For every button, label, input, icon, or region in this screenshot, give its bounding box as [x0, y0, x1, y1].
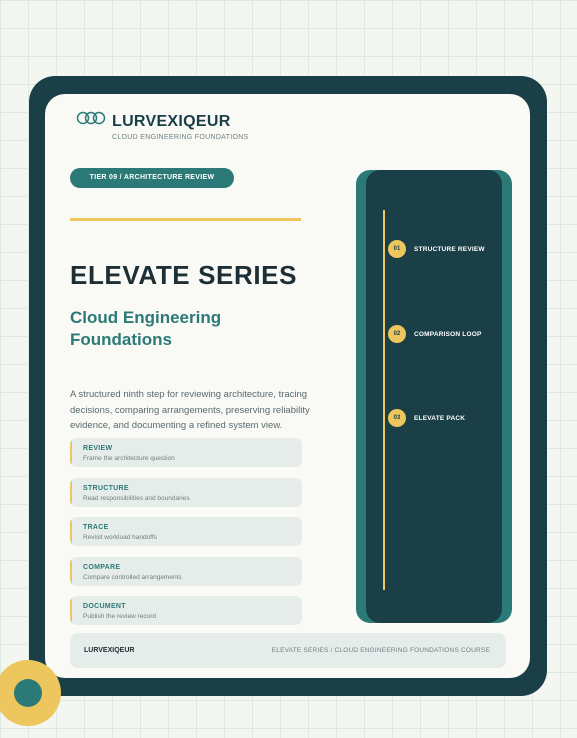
footer-brand: LURVEXIQEUR — [84, 647, 135, 654]
step-description: Frame the architecture question — [83, 455, 175, 462]
tier-badge: TIER 09 / ARCHITECTURE REVIEW — [70, 168, 234, 188]
timeline-panel — [366, 170, 502, 623]
footer-course-text: ELEVATE SERIES / CLOUD ENGINEERING FOUNDATIONS COURSE — [271, 647, 490, 654]
page-description: A structured ninth step for reviewing architecture, tracing decisions, comparing arrangements, preserving reliability evidence, and documenting a refined system view. — [70, 389, 310, 431]
timeline-node-02: 02 — [388, 325, 406, 343]
step-card-review — [70, 438, 302, 467]
step-card-trace — [70, 517, 302, 546]
timeline-label-elevate-pack: ELEVATE PACK — [414, 415, 466, 422]
gold-divider — [70, 218, 301, 221]
timeline-node-03: 03 — [388, 409, 406, 427]
step-title: STRUCTURE — [83, 485, 129, 492]
step-title: DOCUMENT — [83, 603, 126, 610]
step-card-compare — [70, 557, 302, 586]
brand-name: LURVEXIQEUR — [112, 113, 231, 130]
step-accent-bar — [70, 517, 72, 546]
page-title: ELEVATE SERIES — [70, 260, 298, 290]
brand-tagline: CLOUD ENGINEERING FOUNDATIONS — [112, 134, 249, 141]
step-card-structure — [70, 478, 302, 507]
step-accent-bar — [70, 557, 72, 586]
step-description: Read responsibilities and boundaries — [83, 495, 190, 502]
course-card — [45, 94, 530, 678]
step-title: COMPARE — [83, 564, 121, 571]
step-accent-bar — [70, 438, 72, 467]
footer-bar — [70, 633, 506, 668]
step-title: TRACE — [83, 524, 109, 531]
step-accent-bar — [70, 478, 72, 507]
timeline-label-comparison-loop: COMPARISON LOOP — [414, 331, 482, 338]
step-description: Revisit workload handoffs — [83, 534, 157, 541]
corner-decoration-dot — [14, 679, 42, 707]
page-subtitle: Cloud Engineering Foundations — [70, 308, 222, 349]
step-description: Publish the review record — [83, 613, 156, 620]
timeline-line — [383, 210, 385, 590]
step-accent-bar — [70, 596, 72, 625]
step-description: Compare controlled arrangements — [83, 574, 182, 581]
timeline-node-01: 01 — [388, 240, 406, 258]
step-title: REVIEW — [83, 445, 113, 452]
linked-rings-icon — [76, 111, 106, 125]
timeline-label-structure-review: STRUCTURE REVIEW — [414, 246, 485, 253]
step-card-document — [70, 596, 302, 625]
